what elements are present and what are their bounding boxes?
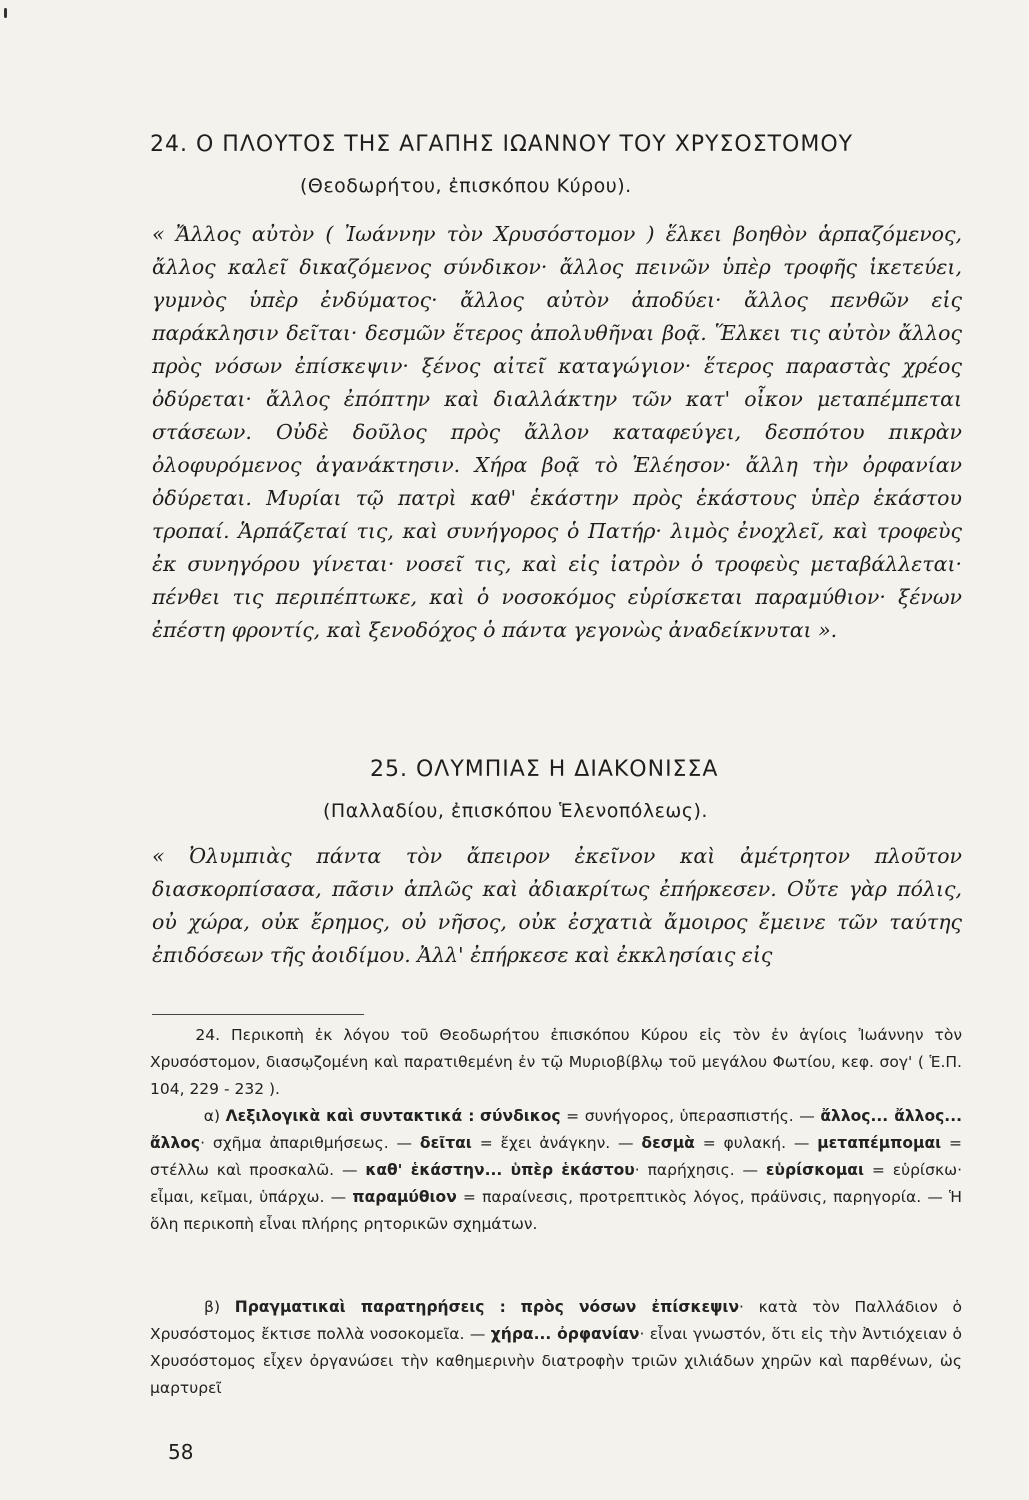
footnote-divider	[152, 1014, 364, 1015]
definition: = ἔχει ἀνάγκην. —	[471, 1134, 642, 1152]
section-24-heading: 24. Ο ΠΛΟΥΤΟΣ ΤΗΣ ΑΓΑΠΗΣ ΙΩΑΝΝΟΥ ΤΟΥ ΧΡΥΣΟΣΤΟΜΟΥ	[150, 132, 854, 157]
term: ἄλλος... ἄλλος... ἄλλος	[150, 1107, 962, 1152]
section-25-text: « Ὀλυμπιὰς πάντα τὸν ἄπειρον ἐκεῖνον καὶ ἀμέτρητον πλοῦτον διασκορπίσασα, πᾶσιν ἁπλῶς καὶ ἀδιακρίτως ἐπήρκεσεν. Οὔτε γὰρ πόλις, οὐ χώρα, οὐκ ἔρημος, οὐ νῆσος, οὐκ ἐσχατιὰ ἄμοιρος ἔμεινε τῶν ταύτης ἐπιδόσεων τῆς ἀοιδίμου. Ἀλλ' ἐπήρκεσε καὶ ἐκκλησίαις εἰς	[152, 844, 962, 967]
footnote-part-a	[150, 1103, 962, 1238]
part-b-title: Πραγματικαὶ παρατηρήσεις :	[234, 1298, 506, 1316]
scan-speck	[4, 8, 7, 18]
term: εὑρίσκομαι	[765, 1161, 864, 1179]
part-a-title: Λεξιλογικὰ καὶ συντακτικά :	[225, 1107, 475, 1125]
term: σύνδικος	[479, 1107, 561, 1125]
part-b-label: β)	[204, 1298, 220, 1316]
term: μεταπέμπομαι	[817, 1134, 942, 1152]
term: δεσμὰ	[641, 1134, 695, 1152]
footnote-part-b	[150, 1294, 962, 1402]
footnote-intro-text: Περικοπὴ ἐκ λόγου τοῦ Θεοδωρήτου ἐπισκόπου Κύρου εἰς τὸν ἐν ἁγίοις Ἰωάννην τὸν Χρυσόστομον, διασῳζομένη καὶ παρατιθεμένη ἐν τῷ Μυριοβίβλῳ τοῦ μεγάλου Φωτίου, κεφ. σογ' ( Ἑ.Π. 104, 229 - 232 ).	[150, 1026, 962, 1098]
term: πρὸς νόσων ἐπίσκεψιν	[520, 1298, 740, 1316]
term: δεῖται	[419, 1134, 472, 1152]
term: παραμύθιον	[352, 1188, 457, 1206]
term: χήρα... ὀρφανίαν	[490, 1325, 640, 1343]
part-a-label: α)	[203, 1107, 220, 1125]
definition: · εἶναι γνωστόν, ὅτι εἰς τὴν Ἀντιόχειαν ὁ Χρυσόστομος εἶχεν ὀργανώσει τὴν καθημερινὴν διατροφὴν τριῶν χιλιάδων χηρῶν καὶ παρθένων, ὡς μαρτυρεῖ	[150, 1325, 962, 1397]
term: καθ' ἑκάστην... ὑπὲρ ἑκάστου	[365, 1161, 635, 1179]
section-24-text: « Ἄλλος αὐτὸν ( Ἰωάννην τὸν Χρυσόστομον ) ἕλκει βοηθὸν ἁρπαζόμενος, ἄλλος καλεῖ δικαζόμενος σύνδικον· ἄλλος πεινῶν ὑπὲρ τροφῆς ἱκετεύει, γυμνὸς ὑπὲρ ἐνδύματος· ἄλλος αὐτὸν ἀποδύει· ἄλλος πενθῶν εἰς παράκλησιν δεῖται· δεσμῶν ἕτερος ἀπολυθῆναι βοᾷ. Ἕλκει τις αὐτὸν ἄλλος πρὸς νόσων ἐπίσκεψιν· ξένος αἰτεῖ καταγώγιον· ἕτερος παραστὰς χρέος ὀδύρεται· ἄλλος ἐπόπτην καὶ διαλλάκτην τῶν κατ' οἶκον μεταπέμπεται στάσεων. Οὐδὲ δοῦλος πρὸς ἄλλον καταφεύγει, δεσπότου πικρὰν ὀλοφυρόμενος ἀγανάκτησιν. Χήρα βοᾷ τὸ Ἐλέησον· ἄλλη τὴν ὀρφανίαν ὀδύρεται. Μυρίαι τῷ πατρὶ καθ' ἑκάστην πρὸς ἑκάστους ὑπὲρ ἑκάστου τροπαί. Ἁρπάζεταί τις, καὶ συνήγορος ὁ Πατήρ· λιμὸς ἐνοχλεῖ, καὶ τροφεὺς ἐκ συνηγόρου γίνεται· νοσεῖ τις, καὶ εἰς ἰατρὸν ὁ τροφεὺς μεταβάλλεται· πένθει τις περιπέπτωκε, καὶ ὁ νοσοκόμος εὑρίσκεται παραμύθιον· ξένων ἐπέστη φροντίς, καὶ ξενοδόχος ὁ πάντα γεγονὼς ἀναδείκνυται ».	[152, 222, 962, 642]
definition: · παρήχησις. —	[634, 1161, 766, 1179]
footnote-intro	[150, 1022, 962, 1103]
section-25-subheading: (Παλλαδίου, ἐπισκόπου Ἑλενοπόλεως).	[323, 800, 708, 822]
definition: = παραίνεσις, προτρεπτικὸς λόγος, πράϋνσις, παρηγορία. — Ἡ ὅλη περικοπὴ εἶναι πλήρης ρητορικῶν σχημάτων.	[150, 1188, 962, 1233]
section-24-subheading: (Θεοδωρήτου, ἐπισκόπου Κύρου).	[300, 175, 632, 197]
page-number: 58	[168, 1440, 194, 1464]
section-25-heading: 25. ΟΛΥΜΠΙΑΣ Η ΔΙΑΚΟΝΙΣΣΑ	[370, 757, 719, 782]
footnote-number: 24.	[195, 1026, 220, 1044]
definition: = φυλακή. —	[694, 1134, 818, 1152]
definition: = συνήγορος, ὑπερασπιστής. —	[560, 1107, 821, 1125]
definition: = εὑρίσκω· εἶμαι, κεῖμαι, ὑπάρχω. —	[150, 1161, 963, 1206]
definition: · σχῆμα ἀπαριθμήσεως. —	[200, 1134, 420, 1152]
definition: = στέλλω καὶ προσκαλῶ. —	[150, 1134, 962, 1179]
definition: · κατὰ τὸν Παλλάδιον ὁ Χρυσόστομος ἔκτισε πολλὰ νοσοκομεῖα. —	[150, 1298, 962, 1343]
